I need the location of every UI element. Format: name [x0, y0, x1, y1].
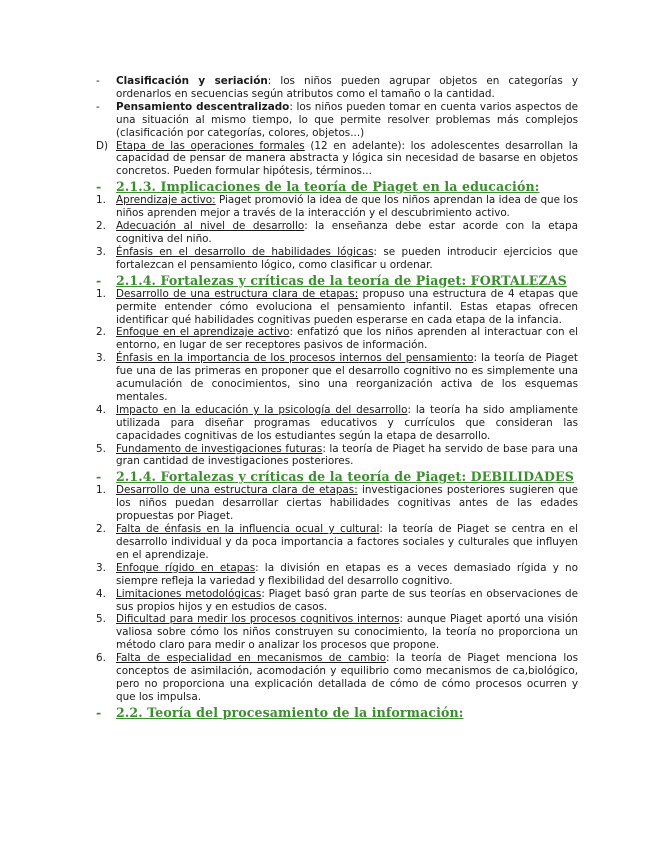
item-term: Dificultad para medir los procesos cognitivos internos — [116, 613, 400, 626]
item-term: Enfoque rígido en etapas — [116, 561, 256, 574]
list-item — [96, 613, 578, 652]
item-term: Limitaciones metodológicas — [116, 587, 262, 600]
list-item — [96, 101, 578, 140]
list-marker: 6. — [96, 652, 106, 665]
item-description: : aunque Piaget aportó una visión valiosa sobre cómo los niños construyen su conocimiento, la teoría no proporciona un método claro para medir o analizar los procesos que propone. — [116, 613, 578, 652]
heading-text: 2.1.4. Fortalezas y críticas de la teoría de Piaget: FORTALEZAS — [116, 272, 567, 288]
item-term: Falta de especialidad en mecanismos de cambio — [116, 652, 387, 665]
item-text — [116, 562, 578, 588]
list-item — [96, 352, 578, 404]
section-heading — [96, 273, 578, 288]
item-description: : se pueden introducir ejercicios que fortalezcan el pensamiento lógico, como clasificar u ordenar. — [116, 245, 578, 271]
item-text — [116, 523, 578, 562]
list-marker: - — [96, 100, 100, 113]
item-term: Falta de énfasis en la influencia ocual y cultural — [116, 523, 380, 536]
item-text — [116, 652, 578, 704]
list-item — [96, 75, 578, 101]
heading-text: 2.1.3. Implicaciones de la teoría de Piaget en la educación: — [116, 179, 540, 195]
list-item — [96, 523, 578, 562]
item-text — [116, 352, 578, 404]
item-description: : la teoría de Piaget ha servido de base para una gran cantidad de investigaciones posteriores. — [116, 442, 578, 468]
item-term: Impacto en la educación y la psicología del desarrollo — [116, 403, 408, 416]
list-marker: 5. — [96, 613, 106, 626]
item-text — [116, 140, 578, 179]
list-marker: 3. — [96, 561, 106, 574]
item-text — [116, 220, 578, 246]
item-text — [116, 75, 578, 101]
item-text — [116, 443, 578, 469]
item-term: Fundamento de investigaciones futuras — [116, 442, 323, 455]
list-item — [96, 246, 578, 272]
list-item — [96, 484, 578, 523]
item-description: : la enseñanza debe estar acorde con la etapa cognitiva del niño. — [116, 220, 578, 245]
item-text — [116, 404, 578, 443]
item-term: Clasificación y seriación — [116, 75, 268, 87]
list-marker: - — [96, 272, 102, 288]
list-marker: 3. — [96, 352, 106, 365]
item-text — [116, 588, 578, 614]
item-description: : la teoría de Piaget se centra en el desarrollo individual y da poca importancia a factores sociales y culturales que influyen en el aprendizaje. — [116, 523, 578, 561]
item-term: Etapa de las operaciones formales — [116, 139, 305, 152]
item-text — [116, 246, 578, 272]
list-marker: 4. — [96, 403, 106, 416]
item-text — [116, 326, 578, 352]
item-text — [116, 101, 578, 140]
item-description: : la división en etapas es a veces demasiado rígida y no siempre refleja la variedad y flexibilidad del desarrollo cognitivo. — [116, 561, 578, 587]
list-marker: 1. — [96, 194, 106, 207]
item-term: Desarrollo de una estructura clara de etapas: — [116, 484, 358, 497]
item-text — [116, 613, 578, 652]
item-description: investigaciones posteriores sugieren que los niños puedan desarrollar ciertas habilidades cognitivas antes de las edades propuestas por Piaget. — [116, 484, 578, 523]
list-marker: 5. — [96, 442, 106, 455]
item-term: Enfoque en el aprendizaje activo — [116, 326, 290, 339]
list-item — [96, 588, 578, 614]
list-marker: - — [96, 704, 102, 720]
list-item — [96, 404, 578, 443]
list-item — [96, 443, 578, 469]
heading-text: 2.1.4. Fortalezas y críticas de la teoría de Piaget: DEBILIDADES — [116, 469, 574, 485]
list-item — [96, 562, 578, 588]
list-marker: - — [96, 179, 102, 195]
item-text — [116, 194, 578, 220]
list-item — [96, 288, 578, 327]
list-item — [96, 652, 578, 704]
item-description: : la teoría de Piaget fue una de las primeras en proponer que el desarrollo cognitivo no es simplemente una acumulación de conocimientos, sino una reorganización activa de los esquemas mentales. — [116, 352, 578, 403]
item-description: : enfatizó que los niños aprenden al interactuar con el entorno, en lugar de ser receptores pasivos de información. — [116, 326, 578, 352]
document-content — [96, 75, 578, 720]
list-item — [96, 194, 578, 220]
item-term: Aprendizaje activo: — [116, 194, 216, 207]
item-description: : la teoría ha sido ampliamente utilizada para diseñar programas educativos y currículos que consideran las capacidades cognitivas de los estudiantes según la etapa de desarrollo. — [116, 403, 579, 442]
section-heading — [96, 705, 578, 720]
item-term: Pensamiento descentralizado — [116, 100, 290, 113]
item-text — [116, 484, 578, 523]
list-marker: 1. — [96, 287, 106, 300]
item-text — [116, 288, 578, 327]
item-term: Desarrollo de una estructura clara de etapas: — [116, 287, 359, 300]
list-marker: 1. — [96, 484, 106, 497]
item-description: : Piaget basó gran parte de sus teorías en observaciones de sus propios hijos y en estudios de casos. — [116, 587, 578, 613]
item-description: (12 en adelante): los adolescentes desarrollan la capacidad de pensar de manera abstracta y lógica sin necesidad de basarse en objetos concretos. Pueden formular hipótesis, términos... — [116, 139, 578, 178]
list-marker: - — [96, 469, 102, 485]
list-marker: D) — [96, 139, 109, 152]
list-marker: 2. — [96, 523, 106, 536]
list-item — [96, 140, 578, 179]
list-marker: 2. — [96, 326, 106, 339]
section-heading — [96, 179, 578, 194]
item-term: Énfasis en la importancia de los procesos internos del pensamiento — [116, 352, 474, 365]
list-marker: 3. — [96, 245, 106, 258]
section-heading — [96, 469, 578, 484]
list-marker: 4. — [96, 587, 106, 600]
item-term: Énfasis en el desarrollo de habilidades lógicas — [116, 245, 374, 258]
list-marker: 2. — [96, 220, 106, 233]
list-marker: - — [96, 75, 100, 87]
item-description: : la teoría de Piaget menciona los conceptos de asimilación, acomodación y equilibrio como mecanismos de ca,biológico, pero no proporciona una explicación detallada de cómo de cómo procesos ocurren y que los impulsa. — [116, 652, 578, 703]
item-description: : los niños pueden tomar en cuenta varios aspectos de una situación al mismo tiempo, lo que permite resolver problemas más complejos (clasificación por categorías, colores, objetos...) — [116, 100, 578, 139]
list-item — [96, 326, 578, 352]
item-description: propuso una estructura de 4 etapas que permite entender cómo evoluciona el pensamiento infantil. Estas etapas ofrecen identificar qué habilidades cognitivas pueden esperarse en cada etapa de la infancia. — [116, 287, 578, 326]
list-item — [96, 220, 578, 246]
item-term: Adecuación al nivel de desarrollo — [116, 220, 305, 233]
item-description: Piaget promovió la idea de que los niños aprendan la idea de que los niños aprenden mejor a través de la interacción y el descubrimiento activo. — [116, 194, 578, 220]
item-description: : los niños pueden agrupar objetos en categorías y ordenarlos en secuencias según atributos como el tamaño o la cantidad. — [116, 75, 578, 100]
heading-text: 2.2. Teoría del procesamiento de la información: — [116, 704, 464, 720]
